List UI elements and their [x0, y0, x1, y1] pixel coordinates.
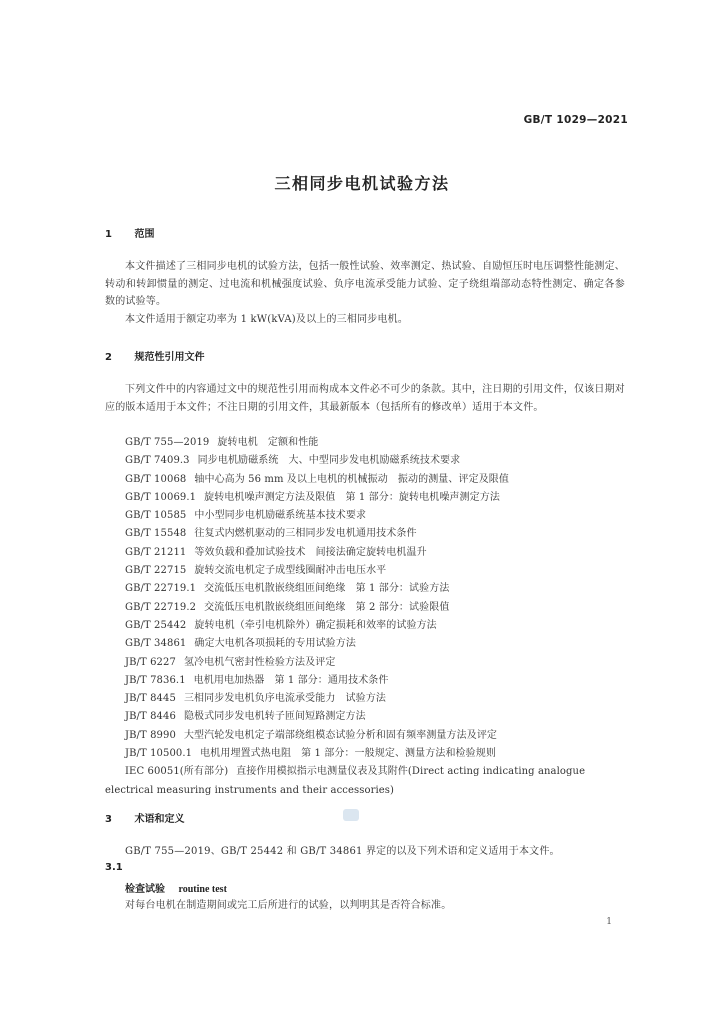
- section-2-heading: [105, 348, 204, 363]
- section-1-paragraph-2: 本文件适用于额定功率为 1 kW(kVA)及以上的三相同步电机。: [125, 314, 409, 325]
- reference-item: GB/T 10068 轴中心高为 56 mm 及以上电机的机械振动 振动的测量、评定及限值: [125, 473, 509, 485]
- document-title: 三相同步电机试验方法: [274, 174, 450, 193]
- term-heading: [125, 880, 227, 895]
- standard-code: GB/T 1029—2021: [523, 114, 628, 126]
- reference-item: JB/T 6227 氢冷电机气密封性检验方法及评定: [125, 656, 336, 668]
- section-number: 2: [105, 352, 112, 363]
- reference-item: GB/T 22719.1 交流低压电机散嵌绕组匝间绝缘 第 1 部分：试验方法: [125, 583, 450, 595]
- reference-item: GB/T 10069.1 旋转电机噪声测定方法及限值 第 1 部分：旋转电机噪声测定方法: [125, 491, 500, 503]
- term-definition: 对每台电机在制造期间或完工后所进行的试验，以判明其是否符合标准。: [125, 900, 452, 911]
- reference-item: GB/T 755—2019 旋转电机 定额和性能: [125, 437, 319, 448]
- reference-item: JB/T 8990 大型汽轮发电机定子端部绕组模态试验分析和固有频率测量方法及评定: [125, 729, 498, 741]
- page-number: 1: [606, 917, 612, 927]
- section-title: 范围: [134, 229, 155, 240]
- watermark-logo: [343, 809, 359, 821]
- reference-item: GB/T 22719.2 交流低压电机散嵌绕组匝间绝缘 第 2 部分：试验限值: [125, 601, 450, 613]
- reference-item: IEC 60051(所有部分) 直接作用模拟指示电测量仪表及其附件(Direct acting indicating analogue: [125, 766, 586, 778]
- reference-item: JB/T 8446 隐极式同步发电机转子匝间短路测定方法: [125, 711, 366, 723]
- term-english: routine test: [178, 884, 227, 895]
- normative-references-list: [105, 434, 630, 800]
- section-title: 规范性引用文件: [134, 352, 205, 363]
- reference-item-continuation: electrical measuring instruments and their accessories): [105, 784, 394, 796]
- term-number: 3.1: [105, 862, 123, 873]
- section-title: 术语和定义: [134, 814, 185, 825]
- section-1-paragraph-1: 本文件描述了三相同步电机的试验方法，包括一般性试验、效率测定、热试验、自励恒压时电压调整性能测定、转动和转卸惯量的测定、过电流和机械强度试验、负序电流承受能力试验、定子绕组端部动态特性测定、确定各参数的试验等。: [105, 261, 625, 307]
- reference-item: GB/T 34861 确定大电机各项损耗的专用试验方法: [125, 638, 356, 650]
- section-3-intro: GB/T 755—2019、GB/T 25442 和 GB/T 34861 界定的以及下列术语和定义适用于本文件。: [125, 846, 560, 857]
- reference-item: GB/T 7409.3 同步电机励磁系统 大、中型同步发电机励磁系统技术要求: [125, 455, 461, 467]
- section-1-heading: [105, 225, 154, 240]
- reference-item: JB/T 10500.1 电机用埋置式热电阻 第 1 部分：一般规定、测量方法和检验规则: [125, 748, 496, 760]
- section-3-heading: [105, 810, 184, 825]
- section-number: 3: [105, 814, 112, 825]
- reference-item: GB/T 10585 中小型同步电机励磁系统基本技术要求: [125, 510, 367, 522]
- section-number: 1: [105, 229, 112, 240]
- reference-item: GB/T 25442 旋转电机（牵引电机除外）确定损耗和效率的试验方法: [125, 619, 437, 631]
- term-chinese: 检查试验: [125, 884, 165, 895]
- reference-item: GB/T 22715 旋转交流电机定子成型线圈耐冲击电压水平: [125, 565, 387, 577]
- reference-item: GB/T 15548 往复式内燃机驱动的三相同步发电机通用技术条件: [125, 528, 417, 540]
- reference-item: JB/T 8445 三相同步发电机负序电流承受能力 试验方法: [125, 693, 386, 705]
- section-2-intro: 下列文件中的内容通过文中的规范性引用而构成本文件必不可少的条款。其中，注日期的引用文件，仅该日期对应的版本适用于本文件；不注日期的引用文件，其最新版本（包括所有的修改单）适用于本文件。: [105, 384, 625, 413]
- reference-item: JB/T 7836.1 电机用电加热器 第 1 部分：通用技术条件: [125, 674, 389, 686]
- reference-item: GB/T 21211 等效负载和叠加试验技术 间接法确定旋转电机温升: [125, 546, 427, 558]
